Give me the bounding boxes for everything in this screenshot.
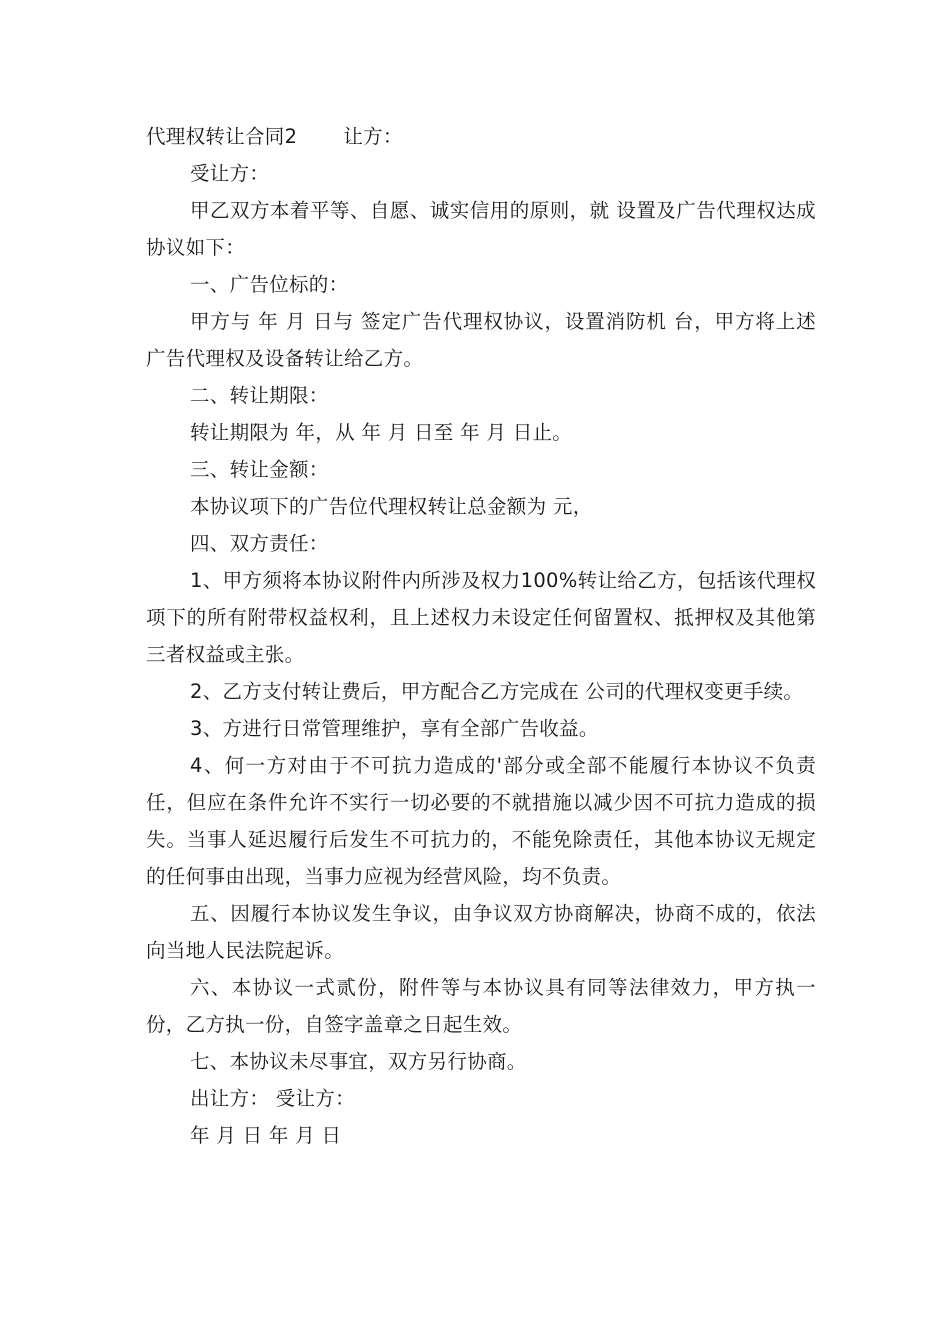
section-5: 五、因履行本协议发生争议，由争议双方协商解决，协商不成的，依法向当地人民法院起诉。: [146, 902, 816, 962]
section-2-heading: 二、转让期限：: [190, 384, 329, 407]
section-1-heading: 一、广告位标的：: [190, 273, 349, 296]
section-3-heading: 三、转让金额：: [190, 458, 329, 481]
clause-4-4: 4、何一方对由于不可抗力造成的'部分或全部不能履行本协议不负责任，但应在条件允许不实行一切必要的不就措施以减少因不可抗力造成的损失。当事人延迟履行后发生不可抗力的，不能免除责任，其他本协议无规定的任何事由出现，当事力应视为经营风险，均不负责。: [146, 754, 816, 888]
contract-body: [146, 118, 816, 1154]
section-1-body: 甲方与 年 月 日与 签定广告代理权协议，设置消防机 台，甲方将上述广告代理权及设备转让给乙方。: [146, 310, 816, 370]
contract-title: 代理权转让合同2: [146, 125, 298, 148]
section-4-heading: 四、双方责任：: [190, 532, 329, 555]
section-3-body: 本协议项下的广告位代理权转让总金额为 元，: [190, 495, 593, 518]
preamble-paragraph: 甲乙双方本着平等、自愿、诚实信用的原则，就 设置及广告代理权达成协议如下：: [146, 199, 816, 259]
clause-4-3: 3、方进行日常管理维护，享有全部广告收益。: [190, 717, 599, 740]
clause-4-1: 1、甲方须将本协议附件内所涉及权力100%转让给乙方，包括该代理权项下的所有附带权益权利，且上述权力未设定任何留置权、抵押权及其他第三者权益或主张。: [146, 569, 816, 666]
section-7: 七、本协议未尽事宜，双方另行协商。: [190, 1050, 527, 1073]
signature-dates: 年 月 日 年 月 日: [190, 1124, 342, 1147]
section-2-body: 转让期限为 年，从 年 月 日至 年 月 日止。: [190, 421, 573, 444]
transferee-label: 受让方：: [190, 162, 270, 185]
clause-4-2: 2、乙方支付转让费后，甲方配合乙方完成在 公司的代理权变更手续。: [190, 680, 804, 703]
signature-labels: 出让方： 受让方：: [190, 1087, 355, 1110]
first-party-label: 让方：: [343, 125, 403, 148]
title-line: [146, 118, 816, 155]
section-6: 六、本协议一式贰份，附件等与本协议具有同等法律效力，甲方执一份，乙方执一份，自签字盖章之日起生效。: [146, 976, 816, 1036]
